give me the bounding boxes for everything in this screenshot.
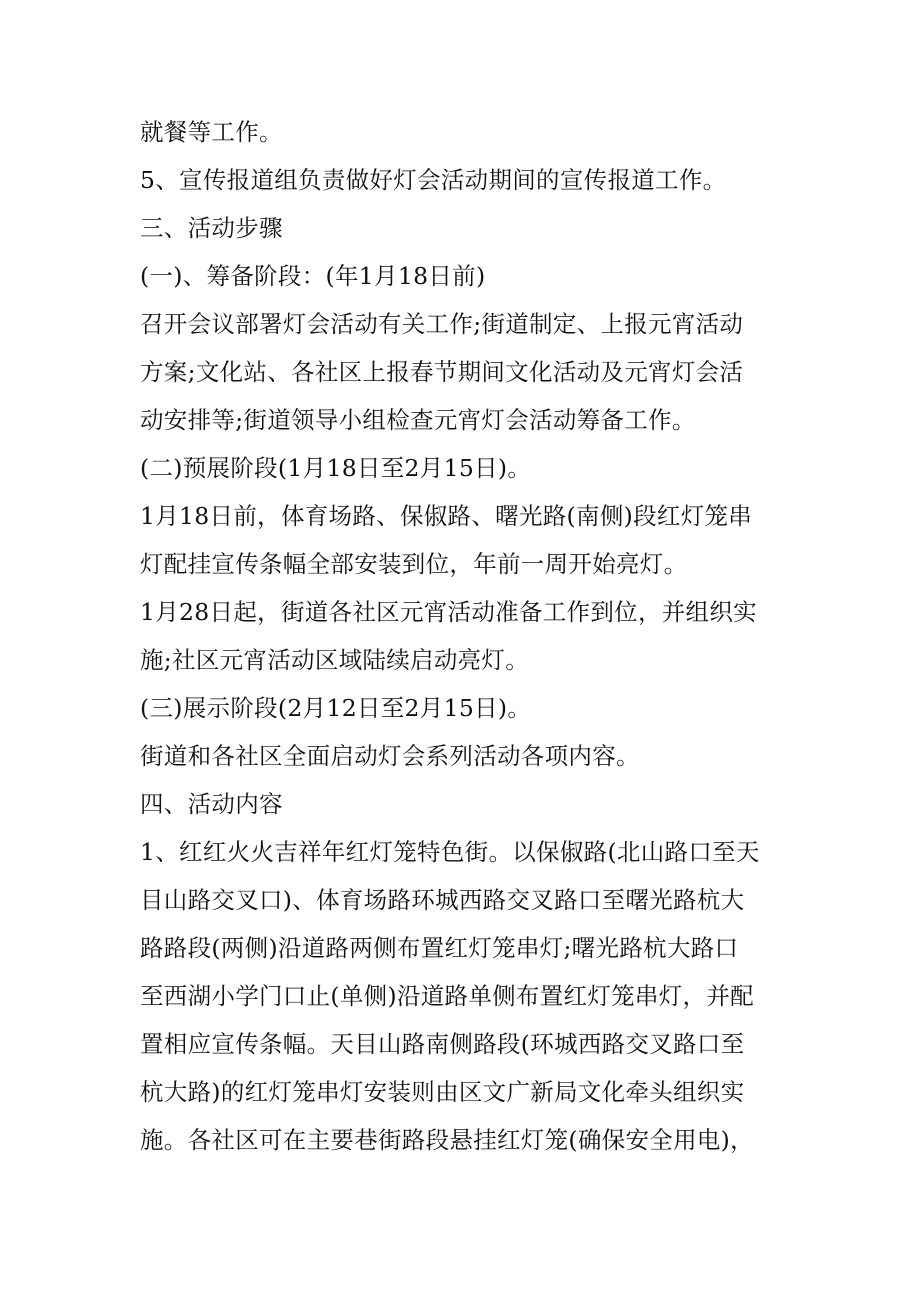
text-line: 动安排等;街道领导小组检查元宵灯会活动筹备工作。 — [140, 406, 696, 434]
text-line: 5、宣传报道组负责做好灯会活动期间的宣传报道工作。 — [140, 166, 727, 194]
paragraph — [140, 684, 792, 732]
text-line: 四、活动内容 — [140, 790, 283, 818]
text-line: (一)、筹备阶段：(年1月18日前) — [140, 262, 486, 290]
text-line: 置相应宣传条幅。天目山路南侧路段(环城西路交叉路口至 — [140, 1030, 745, 1058]
text-line: 施;社区元宵活动区域陆续启动亮灯。 — [140, 646, 530, 674]
paragraph — [140, 156, 792, 204]
paragraph — [140, 108, 792, 156]
paragraph — [140, 588, 792, 684]
paragraph — [140, 828, 792, 1164]
text-line: 至西湖小学门口止(单侧)沿道路单侧布置红灯笼串灯，并配 — [140, 982, 754, 1010]
paragraph — [140, 732, 792, 780]
text-line: 目山路交叉口)、体育场路环城西路交叉路口至曙光路杭大 — [140, 886, 745, 914]
text-line: 路路段(两侧)沿道路两侧布置红灯笼串灯;曙光路杭大路口 — [140, 934, 739, 962]
text-line: 灯配挂宣传条幅全部安装到位，年前一周开始亮灯。 — [140, 550, 688, 578]
text-line: 召开会议部署灯会活动有关工作;街道制定、上报元宵活动 — [140, 310, 744, 338]
text-line: 1月28日起，街道各社区元宵活动准备工作到位，并组织实 — [140, 598, 757, 626]
paragraph — [140, 252, 792, 300]
text-line: 1月18日前，体育场路、保俶路、曙光路(南侧)段红灯笼串 — [140, 502, 753, 530]
text-line: (二)预展阶段(1月18日至2月15日)。 — [140, 454, 532, 482]
document-body — [140, 108, 792, 1164]
text-line: 方案;文化站、各社区上报春节期间文化活动及元宵灯会活 — [140, 358, 744, 386]
paragraph — [140, 492, 792, 588]
text-line: 街道和各社区全面启动灯会系列活动各项内容。 — [140, 742, 640, 770]
paragraph — [140, 780, 792, 828]
text-line: 1、红红火火吉祥年红灯笼特色街。以保俶路(北山路口至天 — [140, 838, 760, 866]
text-line: 杭大路)的红灯笼串灯安装则由区文广新局文化牵头组织实 — [140, 1078, 745, 1106]
text-line: 就餐等工作。 — [140, 118, 283, 146]
text-line: (三)展示阶段(2月12日至2月15日)。 — [140, 694, 532, 722]
text-line: 施。各社区可在主要巷街路段悬挂红灯笼(确保安全用电)， — [140, 1126, 754, 1154]
paragraph — [140, 204, 792, 252]
paragraph — [140, 300, 792, 444]
paragraph — [140, 444, 792, 492]
text-line: 三、活动步骤 — [140, 214, 283, 242]
